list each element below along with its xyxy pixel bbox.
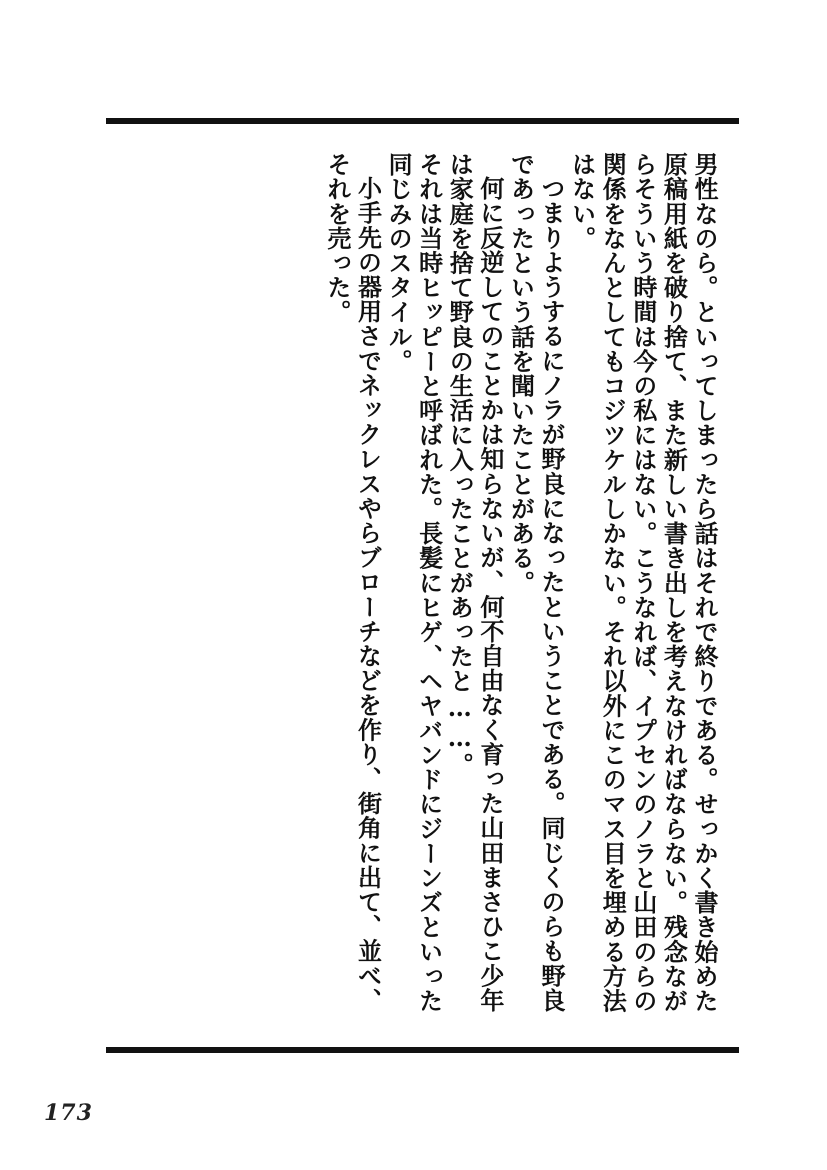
top-rule bbox=[106, 118, 739, 124]
paragraph-4: それは当時ヒッピーと呼ばれた。長髪にヒゲ、ヘヤバンドにジーンズといった同じみのスタイル。 bbox=[384, 152, 444, 1013]
bottom-rule bbox=[106, 1047, 739, 1053]
paragraph-2: つまりようするにノラが野良になったということである。同じくのらも野良であったという話を聞いたことがある。 bbox=[506, 152, 567, 1013]
paragraph-1: 男性なのら。といってしまったら話はそれで終りである。せっかく書き始めた原稿用紙を破り捨て、また新しい書き出しを考えなければならない。残念ながらそういう時間は今の私にはない。こうなれば、イプセンのノラと山田のらの関係をなんとしてもコジツケルしかない。それ以外にこのマス目を埋める方法はない。 bbox=[567, 152, 719, 1013]
vertical-text-body bbox=[99, 152, 719, 1032]
paragraph-3: 何に反逆してのことかは知らないが、何不自由なく育った山田まさひこ少年は家庭を捨て野良の生活に入ったことがあったと……。 bbox=[445, 152, 505, 1013]
paragraph-5: 小手先の器用さでネックレスやらブローチなどを作り、街角に出て、並べ、それを売った。 bbox=[322, 152, 383, 1013]
page-number: 173 bbox=[44, 1100, 93, 1126]
